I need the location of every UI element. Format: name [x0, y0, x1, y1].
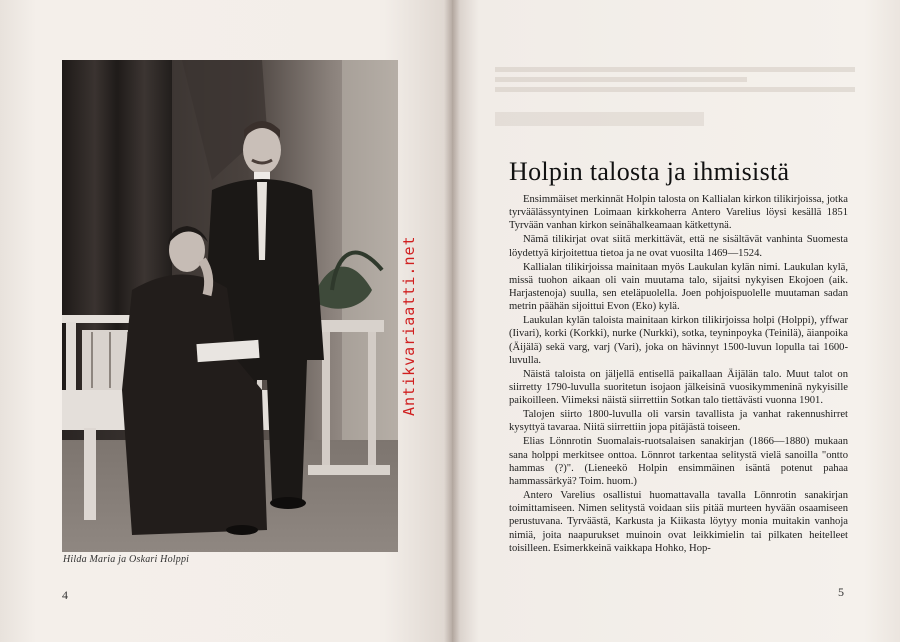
paragraph: Antero Varelius osallistui huomattavalla tavalla Lönnrotin sanakirjan toimittamiseen. Nimen selitystä voidaan siis pitää murteen hyvään osaamiseen perustuvana. Tyrväästä, Karkusta ja Kiikasta löytyy monia muitakin vanhoja nimiä, joita naapurukset muinoin ovat leikkimielin tai pilkaten heitelleet toisilleen. Esimerkkeinä vaikkapa Hohko, Hop-	[509, 490, 848, 554]
book-gutter	[444, 0, 460, 642]
paragraph: Elias Lönnrotin Suomalais-ruotsalaisen sanakirjan (1866—1880) mukaan sana holppi merkitsee onttoa. Lönnrot tarkentaa selitystä vielä sanoilla "ontto hammas (?)". (Lieneekö Holpin ensimmäinen isäntä potenut pahaa hammassärkyä? Toim. huom.)	[509, 436, 848, 488]
paragraph: Ensimmäiset merkinnät Holpin talosta on Kallialan kirkon tilikirjoissa, jotka tyrväälässyntyinen Loimaan kirkkoherra Antero Varelius löysi kesällä 1851 Tyrvään vanhan kirkon seinähalkeamaan kätkettynä.	[509, 194, 848, 232]
portrait-photo-drawing	[62, 60, 398, 552]
body-text	[509, 193, 848, 556]
paragraph: Laukulan kylän taloista mainitaan kirkon tilikirjoissa holpi (Holppi), yffwar (Iivari), korki (Korkki), nurke (Nurkki), sotka, teyninpoyka (Teinilä), äianpoika (Äijälä) sekä varg, varj (Vari), joka on hävinnyt 1500-luvun lopulla tai 1600-luvulla.	[509, 315, 848, 366]
photo-caption: Hilda Maria ja Oskari Holppi	[63, 554, 190, 565]
watermark: Antikvariaatti.net	[400, 235, 418, 416]
page-number-left: 4	[62, 588, 68, 602]
paragraph: Näistä taloista on jäljellä entisellä paikallaan Äijälän talo. Muut talot on siirretty 1790-luvulla suoritetun isojaon jälkeisinä vuosikymmeninä nykyisille paikoilleen. Viimeksi näistä siirrettiin Sotkan talo tiettävästi vuonna 1901.	[509, 368, 848, 407]
bleed-through-text	[495, 62, 855, 126]
paragraph: Talojen siirto 1800-luvulla oli varsin tavallista ja vanhat rakennushirret kysyttyä tavaraa. Niitä siirrettiin jopa pitäjästä toiseen.	[509, 409, 848, 434]
page-number-right: 5	[838, 585, 844, 599]
paragraph: Nämä tilikirjat ovat siitä merkittävät, että ne sisältävät vanhinta Suomesta löydettyä kirjoitettua tietoa ja ne ovat vuosilta 1469—1524.	[509, 234, 848, 259]
portrait-photo	[62, 60, 398, 552]
paragraph: Kallialan tilikirjoissa mainitaan myös Laukulan kylän nimi. Laukulan kylä, missä tuohon aikaan oli vain muutama talo, sijaitsi nykyisen Ekojoen (aik. Harjastenoja) suulla, sen eteläpuolella. Joen pohjoispuolelle muutaman sadan metrin päähän sijoittui Evon (Eko) kylä.	[509, 261, 848, 313]
page-title: Holpin talosta ja ihmisistä	[509, 157, 790, 186]
